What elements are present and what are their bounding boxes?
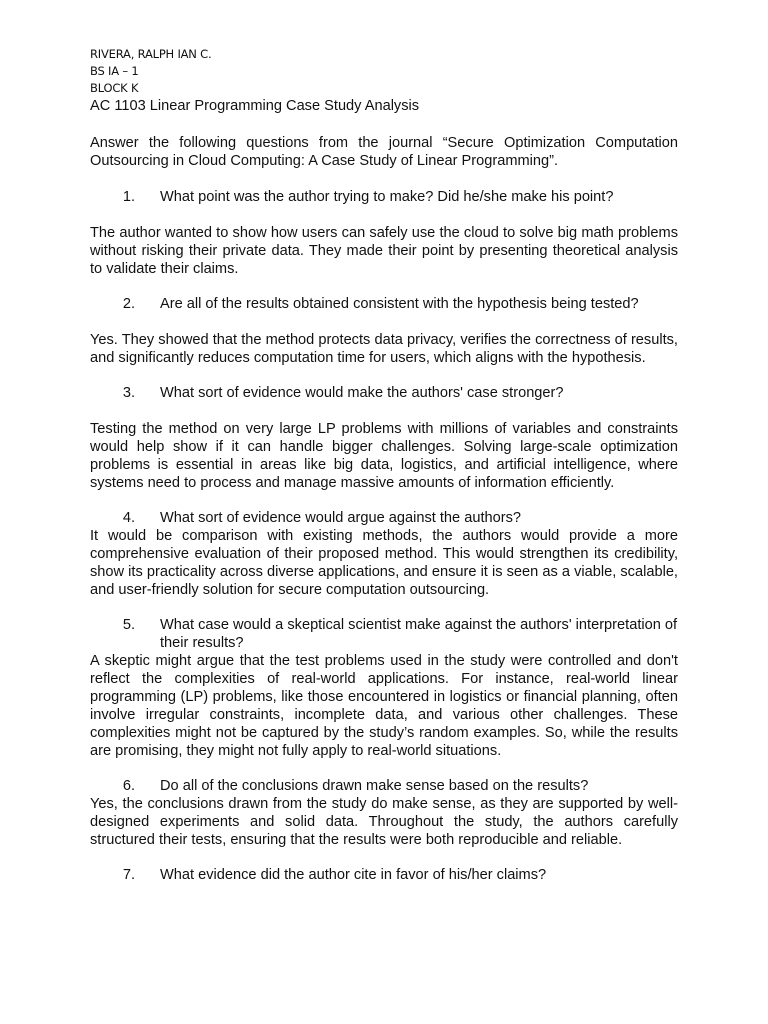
question-5 (90, 616, 678, 652)
answer-5: A skeptic might argue that the test problems used in the study were controlled and don't reflect the complexities of real-world applications. For instance, real-world linear programming (LP) problems, like those encountered in logistics or financial planning, often involve irregular constraints, incomplete data, and various other challenges. These complexities might not be captured by the study’s random examples. So, while the results are promising, they might not fully apply to real-world situations. (90, 653, 678, 759)
question-4 (90, 509, 678, 527)
question-text: What point was the author trying to make? Did he/she make his point? (160, 189, 614, 205)
question-7 (90, 866, 678, 884)
question-text: What case would a skeptical scientist make against the authors' interpretation of their results? (160, 617, 678, 651)
student-program: BS IA – 1 (90, 64, 139, 78)
answer-1: The author wanted to show how users can safely use the cloud to solve big math problems without risking their private data. They made their point by presenting theoretical analysis to validate their claims. (90, 225, 678, 277)
question-number: 3. (122, 385, 135, 401)
answer-4: It would be comparison with existing methods, the authors would provide a more comprehensive evaluation of their proposed method. This would strengthen its credibility, show its practicality across diverse applications, and ensure it is seen as a viable, scalable, and user-friendly solution for secure computation outsourcing. (90, 528, 678, 598)
question-text: What sort of evidence would argue against the authors? (160, 510, 522, 526)
question-6 (90, 777, 678, 795)
question-text: What sort of evidence would make the authors' case stronger? (160, 385, 564, 401)
question-text: Do all of the conclusions drawn make sense based on the results? (160, 778, 589, 794)
question-number: 5. (122, 617, 135, 633)
question-number: 2. (122, 296, 135, 312)
question-text: Are all of the results obtained consistent with the hypothesis being tested? (160, 296, 639, 312)
student-name: RIVERA, RALPH IAN C. (90, 47, 212, 61)
question-2 (90, 295, 678, 313)
document-title: AC 1103 Linear Programming Case Study Analysis (90, 98, 420, 114)
question-number: 1. (122, 189, 135, 205)
student-block: BLOCK K (90, 81, 139, 95)
document-page (90, 46, 678, 884)
question-number: 6. (122, 778, 135, 794)
answer-3: Testing the method on very large LP problems with millions of variables and constraints would help show if it can handle bigger challenges. Solving large-scale optimization problems is essential in areas like big data, logistics, and artificial intelligence, where systems need to process and manage massive amounts of information efficiently. (90, 421, 678, 491)
answer-2: Yes. They showed that the method protects data privacy, verifies the correctness of results, and significantly reduces computation time for users, which aligns with the hypothesis. (90, 332, 678, 366)
answer-6: Yes, the conclusions drawn from the study do make sense, as they are supported by well-designed experiments and solid data. Throughout the study, the authors carefully structured their tests, ensuring that the results were both reproducible and reliable. (90, 796, 678, 848)
question-number: 7. (122, 867, 135, 883)
question-text: What evidence did the author cite in favor of his/her claims? (160, 867, 547, 883)
intro-paragraph: Answer the following questions from the journal “Secure Optimization Computation Outsourcing in Cloud Computing: A Case Study of Linear Programming”. (90, 135, 678, 169)
question-3 (90, 384, 678, 402)
question-number: 4. (122, 510, 135, 526)
question-1 (90, 188, 678, 206)
